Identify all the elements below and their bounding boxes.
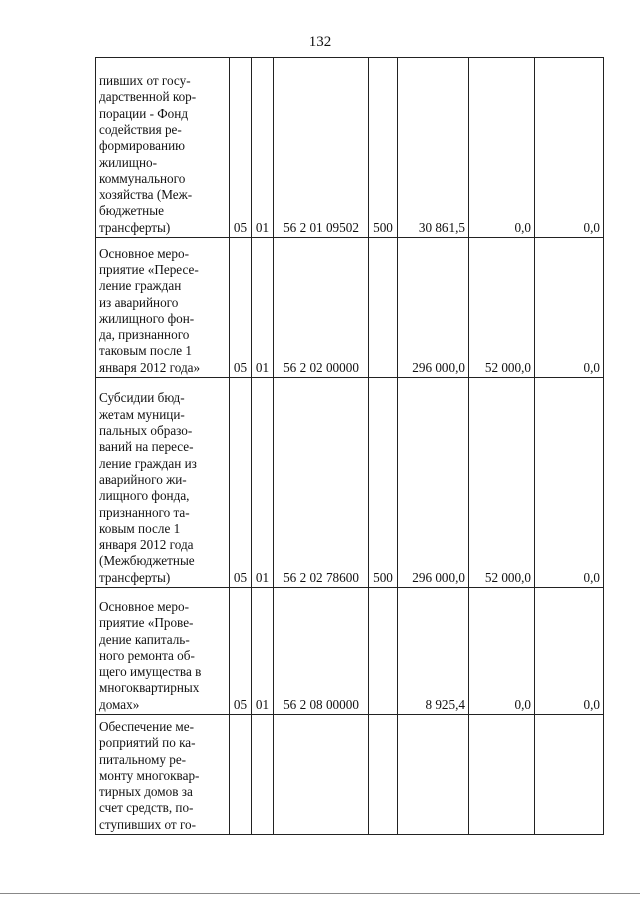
row-name: Субсидии бюд- жетам муници- пальных образо- ваний на пересе- ление граждан из аварийного жи- лищного фонда, признанного та- ковым после 1 января 2012 года (Межбюджетные трансферты) xyxy=(96,378,230,588)
expense-type-code xyxy=(369,715,398,835)
section-code: 05 xyxy=(230,58,252,238)
amount-year-2: 52 000,0 xyxy=(469,238,535,378)
table-row xyxy=(96,715,604,835)
section-code xyxy=(230,715,252,835)
amount-year-1: 296 000,0 xyxy=(398,238,469,378)
row-name: Основное меро- приятие «Прове- дение капиталь- ного ремонта об- щего имущества в многоквартирных домах» xyxy=(96,588,230,715)
amount-year-1: 296 000,0 xyxy=(398,378,469,588)
subsection-code xyxy=(252,715,274,835)
amount-year-2 xyxy=(469,715,535,835)
amount-year-2: 0,0 xyxy=(469,58,535,238)
amount-year-2: 0,0 xyxy=(469,588,535,715)
amount-year-3: 0,0 xyxy=(535,238,604,378)
table-row xyxy=(96,378,604,588)
table-row xyxy=(96,588,604,715)
expense-type-code: 500 xyxy=(369,58,398,238)
subsection-code: 01 xyxy=(252,238,274,378)
budget-table xyxy=(95,57,604,835)
target-article-code: 56 2 02 78600 xyxy=(274,378,369,588)
amount-year-3: 0,0 xyxy=(535,588,604,715)
section-code: 05 xyxy=(230,378,252,588)
table-row xyxy=(96,58,604,238)
target-article-code: 56 2 02 00000 xyxy=(274,238,369,378)
amount-year-2: 52 000,0 xyxy=(469,378,535,588)
row-name: Обеспечение ме- роприятий по ка- питальному ре- монту многоквар- тирных домов за счет средств, по- ступивших от го- xyxy=(96,715,230,835)
expense-type-code xyxy=(369,588,398,715)
amount-year-3: 0,0 xyxy=(535,58,604,238)
target-article-code xyxy=(274,715,369,835)
expense-type-code xyxy=(369,238,398,378)
amount-year-1: 30 861,5 xyxy=(398,58,469,238)
amount-year-1 xyxy=(398,715,469,835)
subsection-code: 01 xyxy=(252,588,274,715)
subsection-code: 01 xyxy=(252,378,274,588)
section-code: 05 xyxy=(230,238,252,378)
amount-year-3 xyxy=(535,715,604,835)
page-number: 132 xyxy=(308,34,332,50)
amount-year-3: 0,0 xyxy=(535,378,604,588)
section-code: 05 xyxy=(230,588,252,715)
target-article-code: 56 2 01 09502 xyxy=(274,58,369,238)
row-name: Основное меро- приятие «Пересе- ление граждан из аварийного жилищного фон- да, признанного таковым после 1 января 2012 года» xyxy=(96,238,230,378)
table-row xyxy=(96,238,604,378)
row-name: пивших от госу- дарственной кор- порации - Фонд содействия ре- формированию жилищно- коммунального хозяйства (Меж- бюджетные трансферты) xyxy=(96,58,230,238)
bottom-divider xyxy=(0,893,640,894)
expense-type-code: 500 xyxy=(369,378,398,588)
target-article-code: 56 2 08 00000 xyxy=(274,588,369,715)
amount-year-1: 8 925,4 xyxy=(398,588,469,715)
subsection-code: 01 xyxy=(252,58,274,238)
